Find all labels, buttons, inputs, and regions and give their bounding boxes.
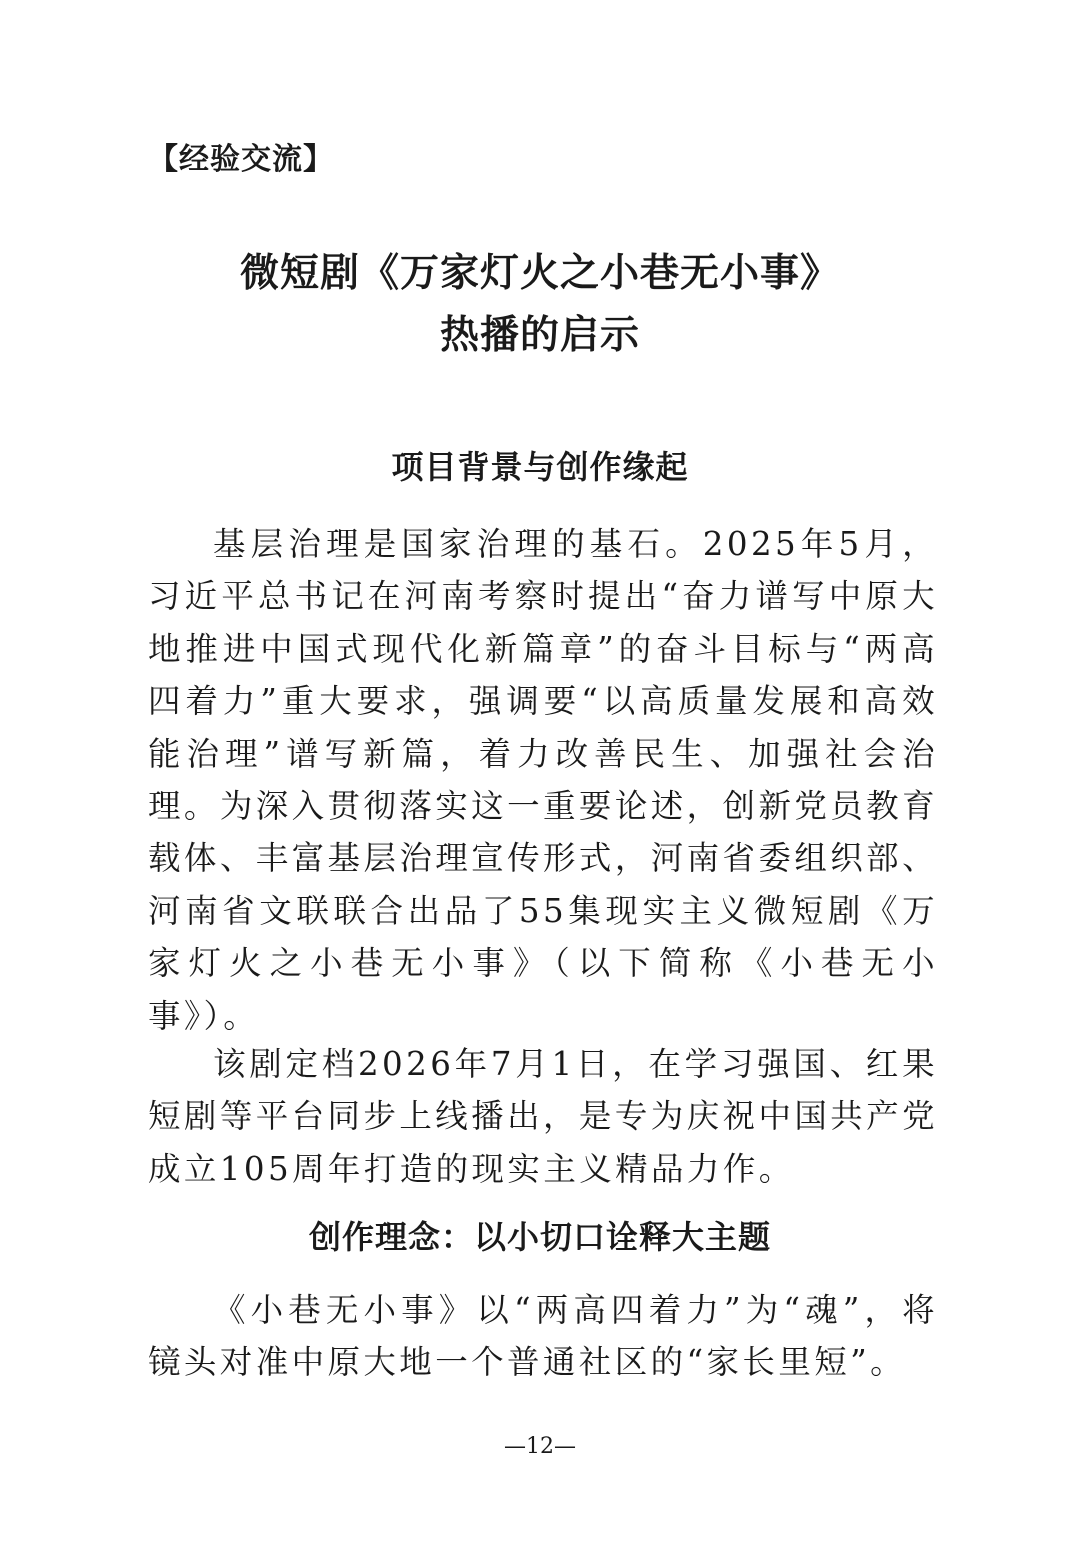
column-tag: 【经验交流】 [148, 142, 334, 177]
section-heading-concept: 创作理念：以小切口诠释大主题 [308, 1218, 771, 1256]
paragraph-background-2: 该剧定档2026年7月1日，在学习强国、红果短剧等平台同步上线播出，是专为庆祝中国共产党成立105周年打造的现实主义精品力作。 [148, 1045, 938, 1188]
paragraph-concept-1: 《小巷无小事》以“两高四着力”为“魂”，将镜头对准中原大地一个普通社区的“家长里短”。 [148, 1291, 938, 1382]
article-title-line-2: 热播的启示 [439, 312, 640, 358]
section-heading-background: 项目背景与创作缘起 [391, 448, 689, 486]
page-number: —12— [504, 1434, 576, 1459]
paragraph-background-1: 基层治理是国家治理的基石。2025年5月，习近平总书记在河南考察时提出“奋力谱写中原大地推进中国式现代化新篇章”的奋斗目标与“两高四着力”重大要求，强调要“以高质量发展和高效能治理”谱写新篇，着力改善民生、加强社会治理。为深入贯彻落实这一重要论述，创新党员教育载体、丰富基层治理宣传形式，河南省委组织部、河南省文联联合出品了55集现实主义微短剧《万家灯火之小巷无小事》（以下简称《小巷无小事》）。 [148, 525, 938, 1035]
article-title-line-1: 微短剧《万家灯火之小巷无小事》 [239, 250, 840, 296]
